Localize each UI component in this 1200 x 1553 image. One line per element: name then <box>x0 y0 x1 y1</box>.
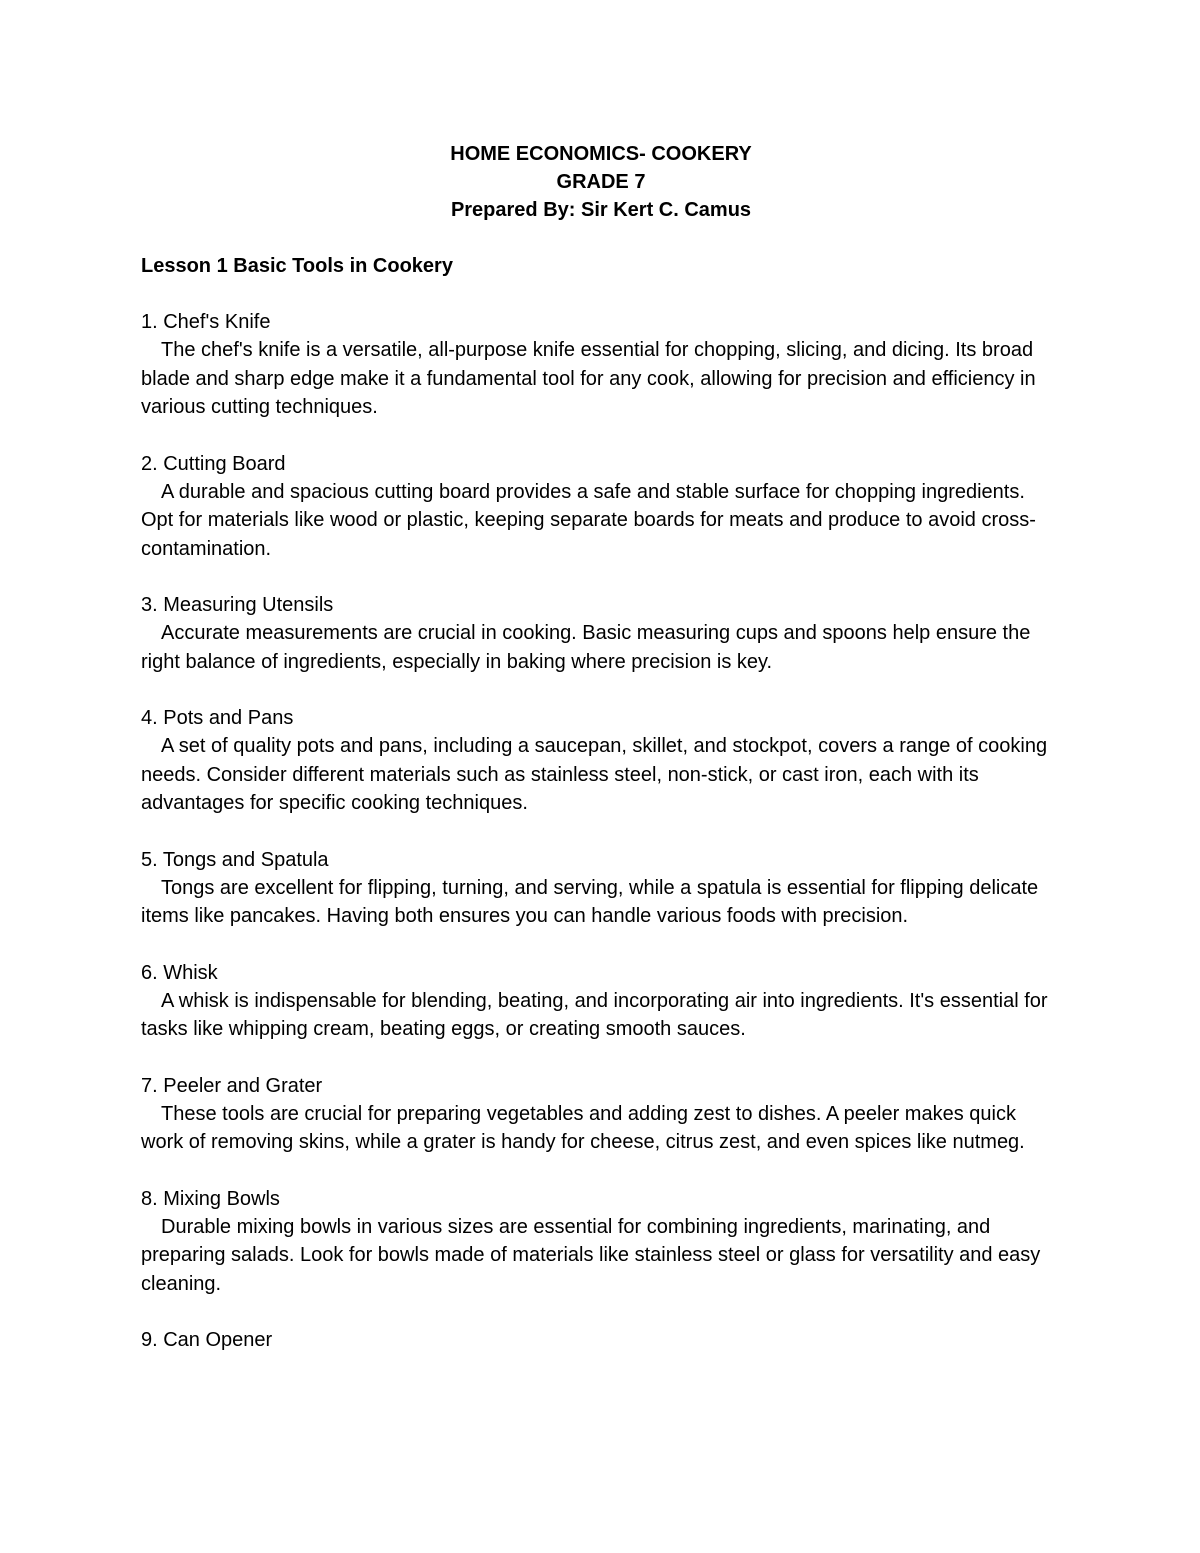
tool-description: The chef's knife is a versatile, all-purpose knife essential for chopping, slicing, and dicing. Its broad blade and sharp edge make it a fundamental tool for any cook, allowing for precision and efficiency in various cutting techniques. <box>141 339 1036 418</box>
tool-description: A whisk is indispensable for blending, beating, and incorporating air into ingredients. It's essential for tasks like whipping cream, beating eggs, or creating smooth sauces. <box>141 989 1048 1040</box>
tool-section <box>141 308 1061 422</box>
tool-section <box>141 450 1061 564</box>
tool-section <box>141 1072 1061 1157</box>
tool-description: Durable mixing bowls in various sizes are essential for combining ingredients, marinating, and preparing salads. Look for bowls made of materials like stainless steel or glass for versatility and easy cleaning. <box>141 1215 1041 1295</box>
tool-title: 6. Whisk <box>141 961 218 984</box>
tool-description: These tools are crucial for preparing vegetables and adding zest to dishes. A peeler makes quick work of removing skins, while a grater is handy for cheese, citrus zest, and even spices like nutmeg. <box>141 1102 1025 1153</box>
tool-title: 3. Measuring Utensils <box>141 594 334 616</box>
tool-title: 9. Can Opener <box>141 1329 273 1351</box>
tool-section <box>141 959 1061 1044</box>
grade-heading: GRADE 7 <box>556 171 646 193</box>
tool-section <box>141 1185 1061 1299</box>
tool-description: A set of quality pots and pans, including a saucepan, skillet, and stockpot, covers a range of cooking needs. Consider different materials such as stainless steel, non-stick, or cast iron, each with its advantages for specific cooking techniques. <box>141 735 1048 814</box>
lesson-title: Lesson 1 Basic Tools in Cookery <box>141 255 453 277</box>
tool-title: 8. Mixing Bowls <box>141 1187 280 1210</box>
tool-section <box>141 1326 1061 1354</box>
tool-description: Accurate measurements are crucial in cooking. Basic measuring cups and spoons help ensure the right balance of ingredients, especially in baking where precision is key. <box>141 622 1031 673</box>
tool-title: 2. Cutting Board <box>141 452 286 475</box>
tool-description: A durable and spacious cutting board provides a safe and stable surface for chopping ingredients. Opt for materials like wood or plastic, keeping separate boards for meats and produce to avoid cross-contamination. <box>141 480 1036 560</box>
tool-section <box>141 704 1061 818</box>
tool-title: 7. Peeler and Grater <box>141 1074 323 1097</box>
tool-title: 4. Pots and Pans <box>141 707 294 729</box>
tool-title: 1. Chef's Knife <box>141 311 271 333</box>
tool-description: Tongs are excellent for flipping, turning, and serving, while a spatula is essential for flipping delicate items like pancakes. Having both ensures you can handle various foods with precision. <box>141 876 1039 927</box>
tool-section <box>141 846 1061 931</box>
author-line: Prepared By: Sir Kert C. Camus <box>450 199 752 221</box>
document-page <box>141 140 1061 1354</box>
tool-title: 5. Tongs and Spatula <box>141 848 329 871</box>
tool-section <box>141 591 1061 676</box>
subject-heading: HOME ECONOMICS- COOKERY <box>450 143 752 165</box>
